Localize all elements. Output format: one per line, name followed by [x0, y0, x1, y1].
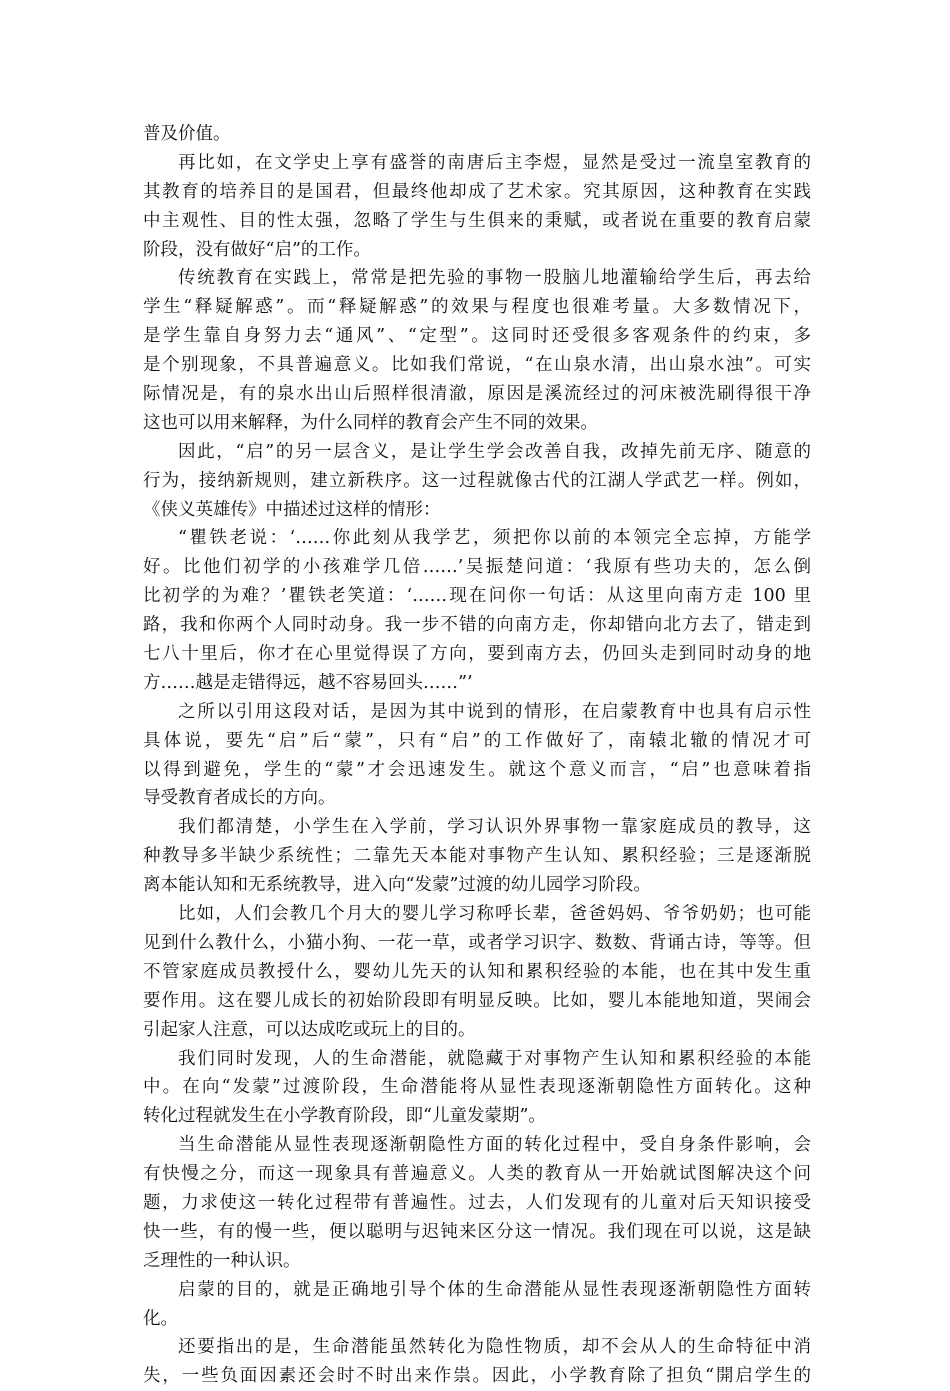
text-line: 方……越是走错得远，越不容易回头……”’ [143, 672, 473, 693]
text-line: 好。比他们初学的小孩难学几倍……’吴振楚问道：‘我原有些功夫的，怎么倒 [143, 557, 811, 578]
text-line: 快一些，有的慢一些，便以聪明与迟钝来区分这一情况。我们现在可以说，这是缺 [143, 1221, 811, 1242]
document-page [143, 120, 811, 1391]
text-line: 以得到避免，学生的“蒙”才会迅速发生。就这个意义而言，“启”也意味着指 [143, 759, 811, 780]
text-line: 乏理性的一种认识。 [143, 1250, 301, 1271]
text-line: 我们同时发现，人的生命潜能，就隐藏于对事物产生认知和累积经验的本能 [178, 1048, 811, 1069]
text-line: 比如，人们会教几个月大的婴儿学习称呼长辈，爸爸妈妈、爷爷奶奶；也可能 [178, 904, 811, 925]
text-line: 引起家人注意，可以达成吃或玩上的目的。 [143, 1019, 476, 1040]
text-line: 化。 [143, 1308, 178, 1329]
text-line: 不管家庭成员教授什么，婴幼儿先天的认知和累积经验的本能，也在其中发生重 [143, 961, 811, 982]
text-line: 学生“释疑解惑”。而“释疑解惑”的效果与程度也很难考量。大多数情况下， [143, 297, 811, 318]
text-line: 见到什么教什么，小猫小狗、一花一草，或者学习识字、数数、背诵古诗，等等。但 [143, 932, 811, 953]
text-line: 离本能认知和无系统教导，进入向“发蒙”过渡的幼儿园学习阶段。 [143, 875, 651, 896]
text-line: 普及价值。 [143, 124, 231, 144]
text-line: 失，一些负面因素还会时不时出来作祟。因此，小学教育除了担负“開启学生的 [143, 1366, 811, 1387]
text-line: 是学生靠自身努力去“通风”、“定型”。这同时还受很多客观条件的约束，多 [143, 326, 811, 347]
text-line: 其教育的培养目的是国君，但最终他却成了艺术家。究其原因，这种教育在实践 [143, 181, 811, 202]
text-line: 启蒙的目的，就是正确地引导个体的生命潜能从显性表现逐渐朝隐性方面转 [178, 1279, 811, 1300]
text-line: 中主观性、目的性太强，忽略了学生与生俱来的秉赋，或者说在重要的教育启蒙 [143, 210, 811, 231]
text-line: 种教导多半缺少系统性；二靠先天本能对事物产生认知、累积经验；三是逐渐脱 [143, 846, 811, 867]
text-line: 题，力求使这一转化过程带有普遍性。过去，人们发现有的儿童对后天知识接受 [143, 1192, 811, 1213]
text-line: 传统教育在实践上，常常是把先验的事物一股脑儿地灌输给学生后，再去给 [178, 268, 811, 289]
text-line: 转化过程就发生在小学教育阶段，即“儿童发蒙期”。 [143, 1106, 546, 1127]
text-line: 因此，“启”的另一层含义，是让学生学会改善自我，改掉先前无序、随意的 [178, 441, 811, 462]
text-line: 导受教育者成长的方向。 [143, 788, 336, 809]
text-line: 行为，接纳新规则，建立新秩序。这一过程就像古代的江湖人学武艺一样。例如， [143, 470, 811, 491]
text-line: 路，我和你两个人同时动身。我一步不错的向南方走，你却错向北方去了，错走到 [143, 615, 811, 636]
text-line: 是个别现象，不具普遍意义。比如我们常说，“在山泉水清，出山泉水浊”。可实 [143, 355, 811, 376]
text-line: 具体说，要先“启”后“蒙”，只有“启”的工作做好了，南辕北辙的情况才可 [143, 730, 811, 751]
text-line: 之所以引用这段对话，是因为其中说到的情形，在启蒙教育中也具有启示性 [178, 701, 811, 722]
text-line: 我们都清楚，小学生在入学前，学习认识外界事物一靠家庭成员的教导，这 [178, 817, 811, 838]
text-line: 当生命潜能从显性表现逐渐朝隐性方面的转化过程中，受自身条件影响，会 [178, 1135, 811, 1156]
text-line: 再比如，在文学史上享有盛誉的南唐后主李煜，显然是受过一流皇室教育的 [178, 152, 811, 173]
text-line: 际情况是，有的泉水出山后照样很清澈，原因是溪流经过的河床被洗刷得很干净 [143, 384, 811, 405]
text-line: 要作用。这在婴儿成长的初始阶段即有明显反映。比如，婴儿本能地知道，哭闹会 [143, 990, 811, 1011]
text-line: 中。在向“发蒙”过渡阶段，生命潜能将从显性表现逐渐朝隐性方面转化。这种 [143, 1077, 811, 1098]
text-line: 还要指出的是，生命潜能虽然转化为隐性物质，却不会从人的生命特征中消 [178, 1337, 811, 1358]
text-line: 《侠义英雄传》中描述过这样的情形： [143, 499, 441, 520]
text-line: 七八十里后，你才在心里觉得误了方向，要到南方去，仍回头走到同时动身的地 [143, 644, 811, 665]
text-line: 比初学的为难？’瞿铁老笑道：‘……现在问你一句话：从这里向南方走 100 里 [143, 586, 811, 607]
text-line: “瞿铁老说：‘……你此刻从我学艺，须把你以前的本领完全忘掉，方能学 [178, 528, 811, 549]
text-line: 有快慢之分，而这一现象具有普遍意义。人类的教育从一开始就试图解决这个问 [143, 1164, 811, 1185]
text-line: 这也可以用来解释，为什么同样的教育会产生不同的效果。 [143, 412, 598, 433]
text-line: 阶段，没有做好“启”的工作。 [143, 239, 371, 260]
